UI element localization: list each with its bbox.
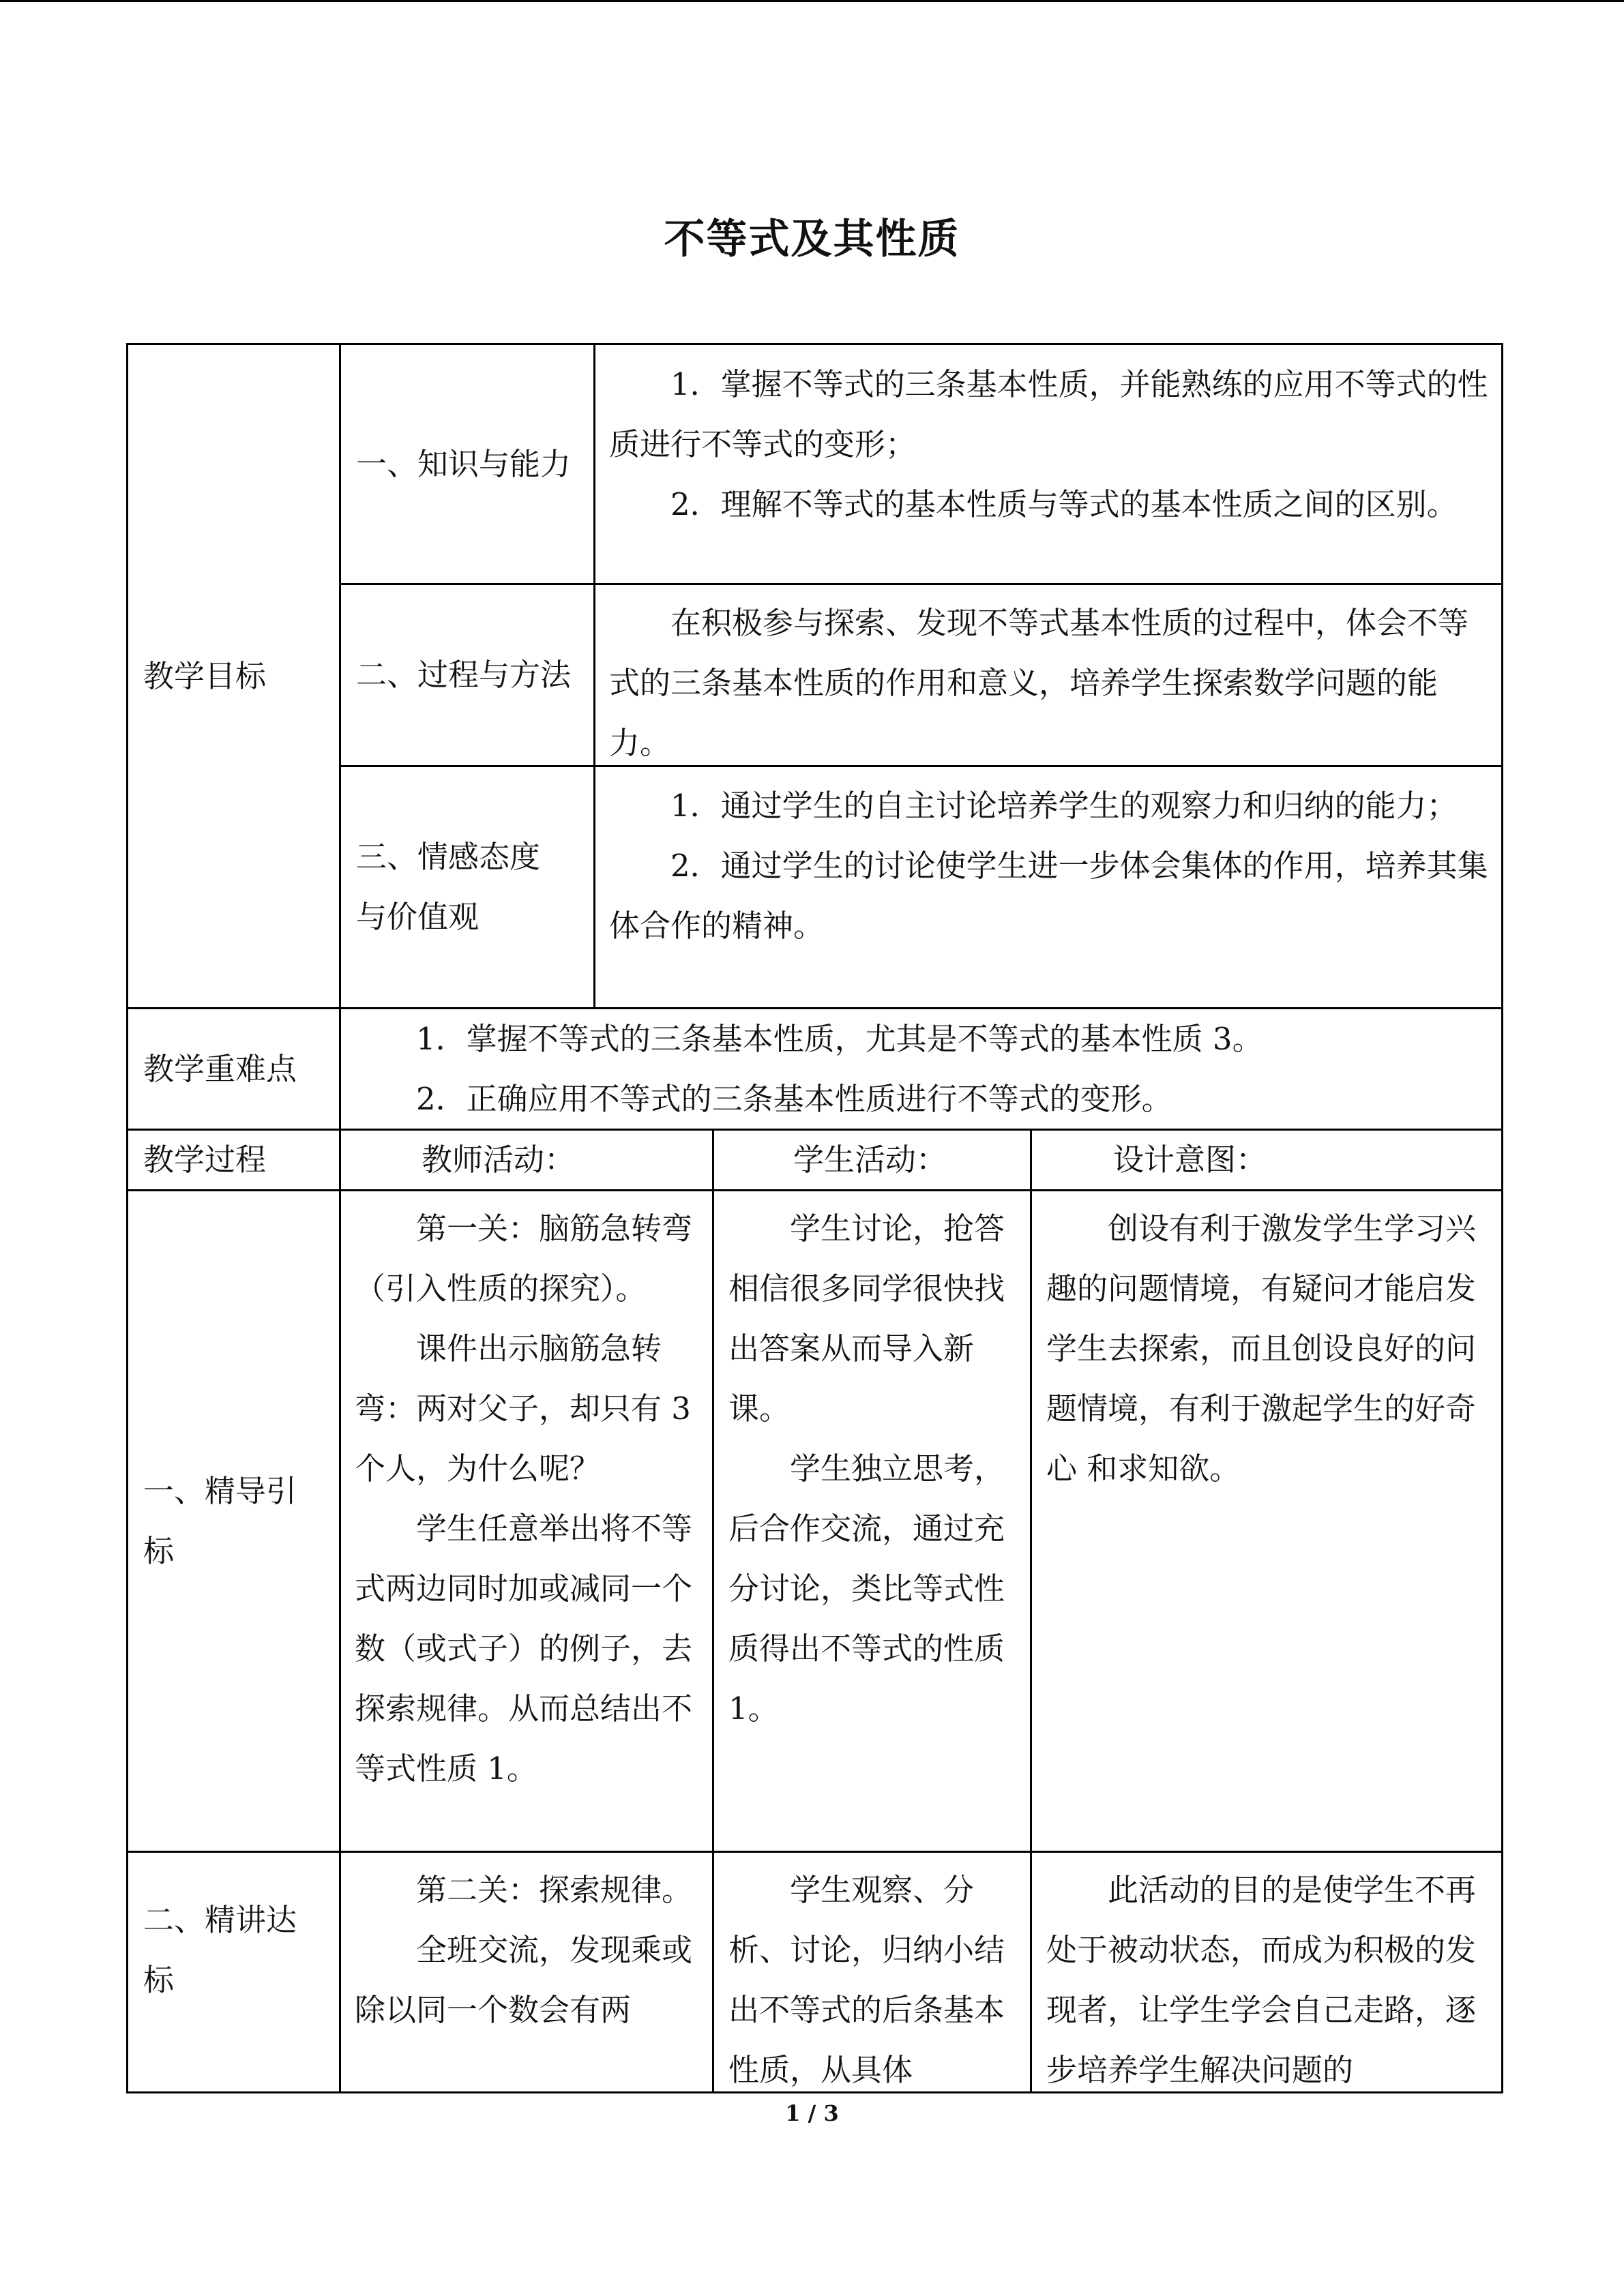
knowledge-content xyxy=(609,355,1489,535)
emotion-label: 三、情感态度与价值观 xyxy=(356,839,541,935)
emotion-content xyxy=(609,776,1489,956)
knowledge-point: 2．理解不等式的基本性质与等式的基本性质之间的区别。 xyxy=(670,486,1458,522)
process-header-student: 学生活动： xyxy=(793,1142,947,1178)
emotion-point: 1．通过学生的自主讨论培养学生的观察力和归纳的能力； xyxy=(670,788,1458,824)
top-border-line xyxy=(0,0,1624,2)
process-content: 在积极参与探索、发现不等式基本性质的过程中，体会不等式的三条基本性质的作用和意义，培养学生探索数学问题的能力。 xyxy=(609,605,1469,761)
process-header-teacher: 教师活动： xyxy=(422,1142,576,1178)
stage-2-student: 学生观察、分析、讨论，归纳小结出不等式的后条基本性质，从具体 xyxy=(728,1872,1005,2088)
key-point: 1．掌握不等式的三条基本性质，尤其是不等式的基本性质 3。 xyxy=(416,1021,1263,1057)
page-number: 1 / 3 xyxy=(785,2100,839,2126)
stage-1-student: 学生讨论，抢答相信很多同学很快找出答案从而导入新课。 学生独立思考，后合作交流，通过充分讨论，类比等式性质得出不等式的性质 1。 xyxy=(728,1210,1005,1727)
key-points-label: 教学重难点 xyxy=(143,1050,297,1087)
key-point: 2．正确应用不等式的三条基本性质进行不等式的变形。 xyxy=(416,1081,1172,1117)
objectives-label: 教学目标 xyxy=(143,657,267,694)
process-header-intent: 设计意图： xyxy=(1113,1142,1267,1178)
stage-2-intent: 此活动的目的是使学生不再处于被动状态，而成为积极的发现者，让学生学会自己走路，逐步培养学生解决问题的 xyxy=(1046,1872,1477,2088)
key-points-content xyxy=(355,1009,1490,1129)
process-label: 二、过程与方法 xyxy=(356,657,572,693)
stage-2-label: 二、精讲达标 xyxy=(143,1902,297,1998)
stage-2-teacher: 第二关：探索规律。 全班交流，发现乘或除以同一个数会有两 xyxy=(355,1872,693,2028)
process-header-stage: 教学过程 xyxy=(143,1142,267,1178)
stage-1-intent: 创设有利于激发学生学习兴趣的问题情境，有疑问才能启发学生去探索，而且创设良好的问题情境，有利于激起学生的好奇心 和求知欲。 xyxy=(1046,1210,1477,1487)
stage-1-label: 一、精导引标 xyxy=(143,1472,297,1569)
emotion-point: 2．通过学生的讨论使学生进一步体会集体的作用，培养其集体合作的精神。 xyxy=(609,848,1488,944)
knowledge-point: 1．掌握不等式的三条基本性质，并能熟练的应用不等式的性质进行不等式的变形； xyxy=(609,366,1488,462)
page-title: 不等式及其性质 xyxy=(664,215,960,263)
stage-1-teacher: 第一关：脑筋急转弯（引入性质的探究）。 课件出示脑筋急转弯：两对父子，却只有 3 个人，为什么呢？ 学生任意举出将不等式两边同时加或减同一个数（或式子）的例子，去探索规律。从而总结出不等式性质 1。 xyxy=(355,1210,693,1787)
knowledge-label: 一、知识与能力 xyxy=(356,445,572,482)
